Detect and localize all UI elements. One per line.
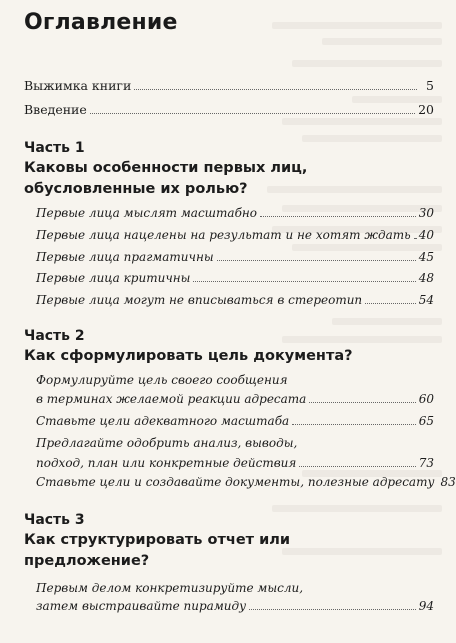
entry-label: Ставьте цели и создавайте документы, полезные адресату <box>36 475 435 489</box>
leader-dots <box>309 402 415 403</box>
toc-entry-part2-item4[interactable] <box>36 474 456 490</box>
leader-dots <box>193 281 415 282</box>
page-number: 30 <box>418 206 434 220</box>
part-title-line: Как структурировать отчет или <box>24 532 291 548</box>
entry-label: затем выстраивайте пирамиду <box>36 599 247 613</box>
toc-entry-part1-item3[interactable] <box>36 249 434 265</box>
part-title-line: Каковы особенности первых лиц, <box>24 160 308 176</box>
toc-entry-part2-item1-line1[interactable]: Формулируйте цель своего сообщения <box>36 373 288 387</box>
entry-label: Первые лица нацелены на результат и не хотят ждать <box>36 228 411 242</box>
toc-entry-part1-item2[interactable] <box>36 227 434 243</box>
toc-entry-part2-item1[interactable] <box>36 391 434 407</box>
page-number: 48 <box>418 271 434 285</box>
entry-label: в терминах желаемой реакции адресата <box>36 392 307 406</box>
part-title-line: обусловленные их ролью? <box>24 181 248 197</box>
leader-dots <box>365 303 416 304</box>
leader-dots <box>134 89 417 90</box>
page-number: 5 <box>426 78 434 93</box>
page-number: 54 <box>418 293 434 307</box>
toc-entry-part2-item3[interactable] <box>36 455 434 471</box>
leader-dots <box>90 113 415 114</box>
part-title-line: предложение? <box>24 553 150 569</box>
entry-label: Первые лица мыслят масштабно <box>36 206 258 220</box>
toc-entry-part3-item1[interactable] <box>36 598 434 614</box>
toc-entry-summary[interactable] <box>24 78 434 94</box>
toc-entry-part1-item5[interactable] <box>36 292 434 308</box>
part-3-title[interactable] <box>24 530 434 572</box>
leader-dots <box>217 260 416 261</box>
leader-dots <box>414 238 416 239</box>
leader-dots <box>292 424 416 425</box>
leader-dots <box>249 609 416 610</box>
toc-entry-introduction[interactable] <box>24 102 434 118</box>
entry-label: Введение <box>24 102 87 117</box>
toc-entry-part2-item3-line1[interactable]: Предлагайте одобрить анализ, выводы, <box>36 436 298 450</box>
page-number: 20 <box>418 102 434 117</box>
leader-dots <box>299 466 415 467</box>
page-number: 65 <box>418 414 434 428</box>
toc-entry-part2-item2[interactable] <box>36 413 434 429</box>
page-number: 45 <box>418 250 434 264</box>
page-number: 60 <box>418 392 434 406</box>
page-number: 94 <box>418 599 434 613</box>
page-number: 40 <box>418 228 434 242</box>
page-number: 83 <box>440 475 456 489</box>
toc-entry-part1-item1[interactable] <box>36 205 434 221</box>
entry-label: Первые лица критичны <box>36 271 191 285</box>
entry-label: Первые лица могут не вписываться в стереотип <box>36 293 363 307</box>
part-3-label: Часть 3 <box>24 512 85 528</box>
entry-label: Первые лица прагматичны <box>36 250 214 264</box>
part-2-label: Часть 2 <box>24 328 85 344</box>
page-number: 73 <box>418 456 434 470</box>
entry-label: подход, план или конкретные действия <box>36 456 297 470</box>
part-1-label: Часть 1 <box>24 140 85 156</box>
toc-entry-part3-item1-line1[interactable]: Первым делом конкретизируйте мысли, <box>36 581 304 595</box>
part-2-title[interactable] <box>24 346 434 367</box>
part-1-title[interactable] <box>24 158 434 200</box>
toc-heading: Оглавление <box>24 10 178 35</box>
entry-label: Выжимка книги <box>24 78 132 93</box>
entry-label: Ставьте цели адекватного масштаба <box>36 414 290 428</box>
leader-dots <box>260 216 416 217</box>
toc-entry-part1-item4[interactable] <box>36 270 434 286</box>
part-title-line: Как сформулировать цель документа? <box>24 348 353 364</box>
